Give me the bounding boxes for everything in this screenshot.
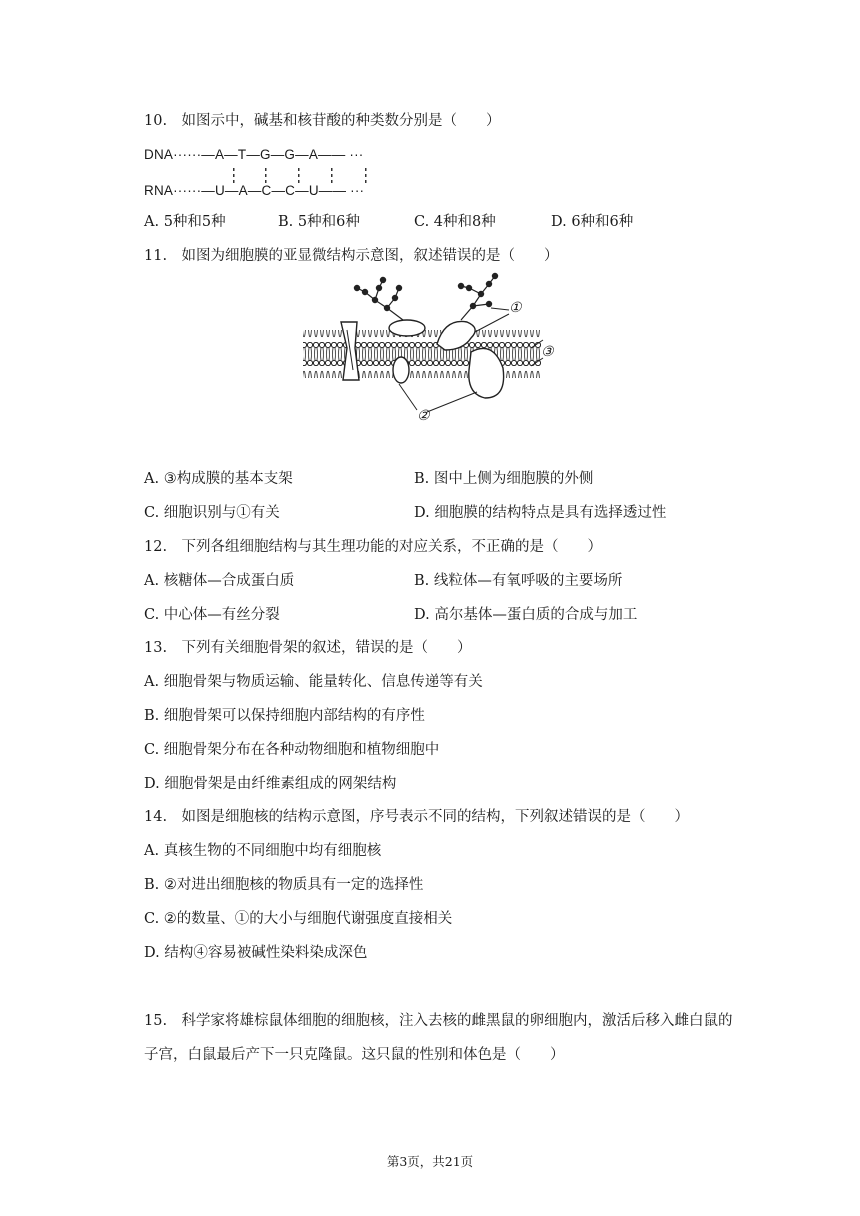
q10-option-c[interactable]: C. 4种和8种 <box>414 214 496 230</box>
q15-stem-line-2: 子宫，白鼠最后产下一只克隆鼠。这只鼠的性别和体色是（ ） <box>144 1047 565 1063</box>
q14-option-b[interactable]: B. ②对进出细胞核的物质具有一定的选择性 <box>144 877 424 893</box>
q11-option-b[interactable]: B. 图中上侧为细胞膜的外侧 <box>414 471 594 487</box>
q13-option-a[interactable]: A. 细胞骨架与物质运输、能量转化、信息传递等有关 <box>144 674 483 690</box>
q11-option-c[interactable]: C. 细胞识别与①有关 <box>144 505 280 521</box>
q11-option-a[interactable]: A. ③构成膜的基本支架 <box>144 471 293 487</box>
q13-option-c[interactable]: C. 细胞骨架分布在各种动物细胞和植物细胞中 <box>144 742 440 758</box>
q11-stem: 11. 如图为细胞膜的亚显微结构示意图，叙述错误的是（ ） <box>144 248 559 264</box>
membrane-figure <box>295 270 565 430</box>
q14-option-a[interactable]: A. 真核生物的不同细胞中均有细胞核 <box>144 843 382 859</box>
q12-option-d[interactable]: D. 高尔基体—蛋白质的合成与加工 <box>414 607 638 623</box>
q11-option-d[interactable]: D. 细胞膜的结构特点是具有选择透过性 <box>414 505 667 521</box>
figure-label-2: ② <box>417 408 430 424</box>
q10-option-a[interactable]: A. 5种和5种 <box>144 214 226 230</box>
figure-label-3: ③ <box>541 344 554 360</box>
q15-stem-line-1: 15. 科学家将雄棕鼠体细胞的细胞核，注入去核的雌黑鼠的卵细胞内，激活后移入雌白鼠的 <box>144 1013 733 1029</box>
q13-option-b[interactable]: B. 细胞骨架可以保持细胞内部结构的有序性 <box>144 708 425 724</box>
cell-membrane-diagram <box>295 270 565 430</box>
figure-label-1: ① <box>509 300 522 316</box>
q14-option-c[interactable]: C. ②的数量、①的大小与细胞代谢强度直接相关 <box>144 911 453 927</box>
q13-stem: 13. 下列有关细胞骨架的叙述，错误的是（ ） <box>144 640 472 656</box>
q12-option-c[interactable]: C. 中心体—有丝分裂 <box>144 607 280 623</box>
page-footer: 第3页，共21页 <box>386 1154 474 1169</box>
q10-stem: 10. 如图示中，碱基和核苷酸的种类数分别是（ ） <box>144 113 501 129</box>
q14-option-d[interactable]: D. 结构④容易被碱性染料染成深色 <box>144 945 368 961</box>
q10-option-b[interactable]: B. 5种和6种 <box>278 214 360 230</box>
q12-option-b[interactable]: B. 线粒体—有氧呼吸的主要场所 <box>414 573 623 589</box>
q12-option-a[interactable]: A. 核糖体—合成蛋白质 <box>144 573 295 589</box>
q10-rna-sequence: RNA······—U—A—C—C—U—— ··· <box>144 183 365 198</box>
q14-stem: 14. 如图是细胞核的结构示意图，序号表示不同的结构，下列叙述错误的是（ ） <box>144 809 690 825</box>
q13-option-d[interactable]: D. 细胞骨架是由纤维素组成的网架结构 <box>144 776 397 792</box>
q12-stem: 12. 下列各组细胞结构与其生理功能的对应关系，不正确的是（ ） <box>144 539 603 555</box>
q10-dna-sequence: DNA······—A—T—G—G—A—— ··· <box>144 147 364 162</box>
q10-option-d[interactable]: D. 6种和6种 <box>551 214 634 230</box>
